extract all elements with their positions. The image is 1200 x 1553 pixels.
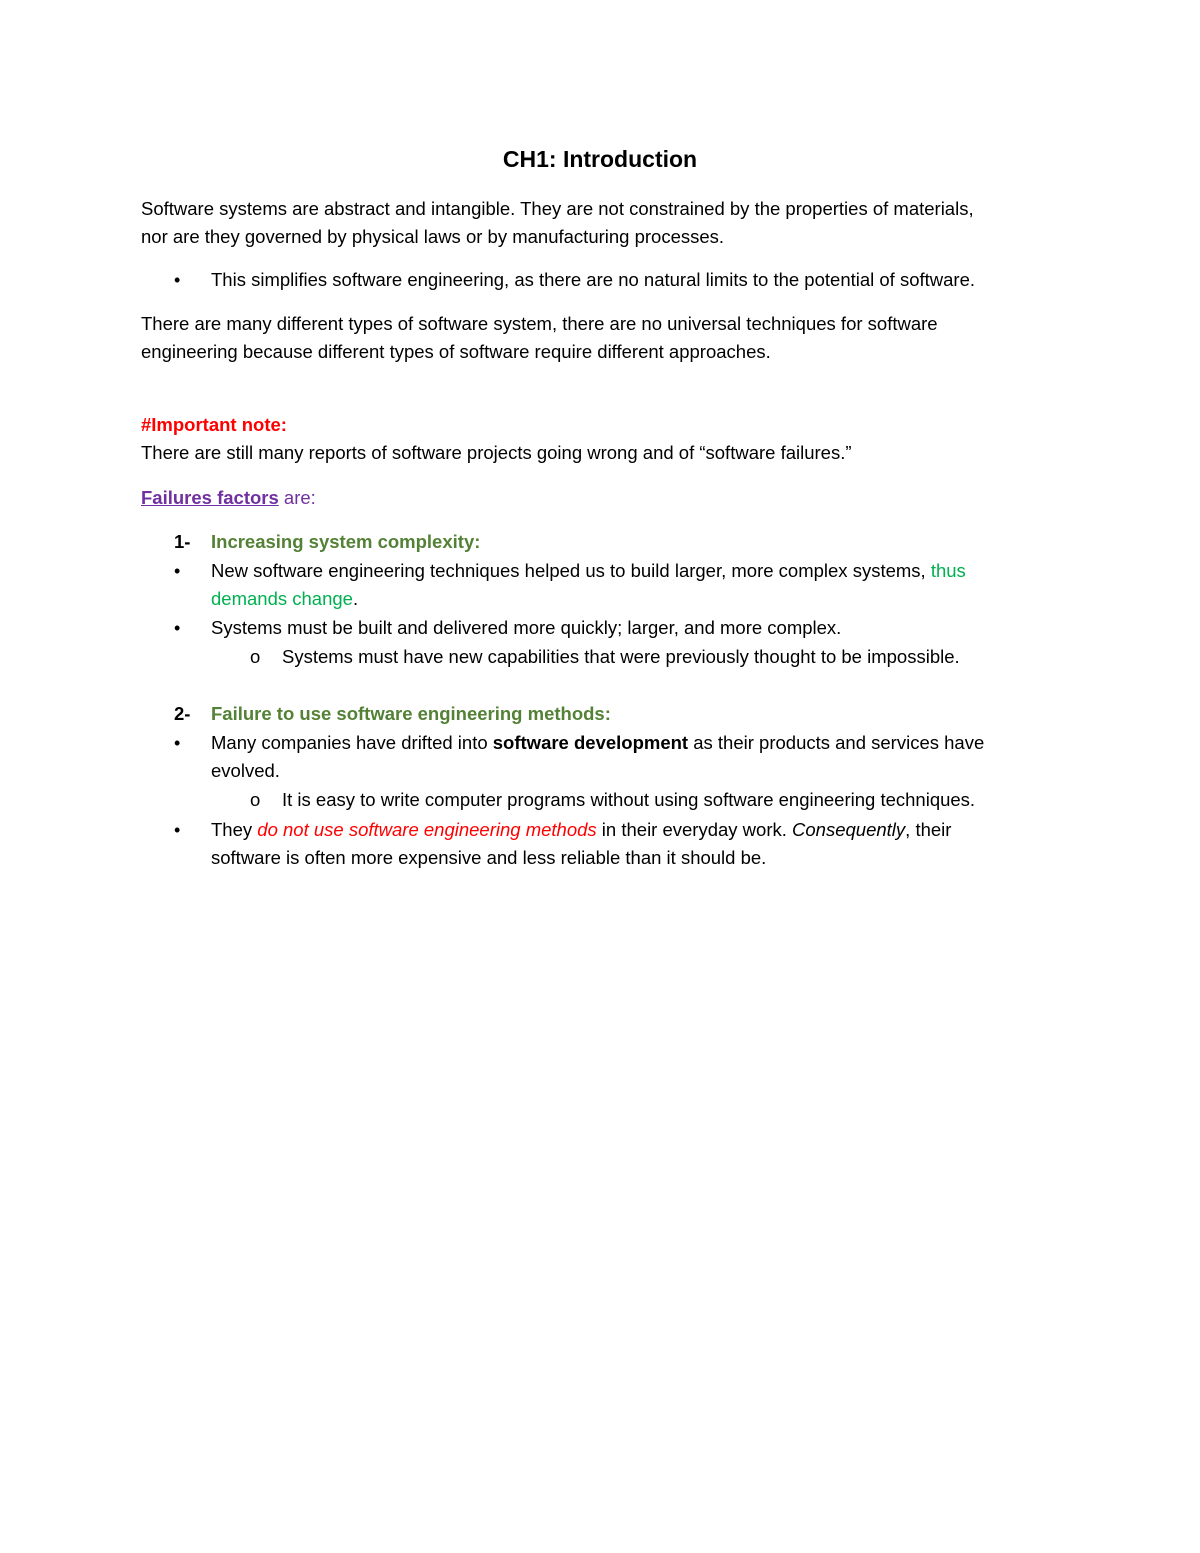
intro-line-1: Software systems are abstract and intangible. They are not constrained by the properties of materials, [141, 198, 974, 219]
bullet-simplifies: This simplifies software engineering, as there are no natural limits to the potential of software. [211, 269, 976, 290]
section-1-bullet-1-line-2 [211, 587, 358, 611]
section-1-bullet-1-text: New software engineering techniques helped us to build larger, more complex systems, [211, 560, 931, 581]
bullet-icon: • [174, 561, 181, 581]
section-2-heading: Failure to use software engineering methods: [211, 703, 611, 724]
section-2-bullet-2-text-3: , their [905, 819, 952, 840]
types-line-2: engineering because different types of software require different approaches. [141, 341, 771, 362]
section-2-number: 2- [174, 703, 191, 724]
important-note-text: There are still many reports of software projects going wrong and of “software failures.” [141, 442, 852, 463]
bullet-icon: • [174, 733, 181, 753]
section-2-bullet-1-text-2: as their products and services have [688, 732, 985, 753]
important-note-heading: #Important note: [141, 414, 287, 435]
section-1-bullet-1-green-text-2: demands change [211, 588, 353, 609]
section-2-bullet-1-line-1 [211, 731, 984, 755]
section-1-bullet-2: Systems must be built and delivered more quickly; larger, and more complex. [211, 617, 842, 638]
failures-factors-suffix: are: [278, 487, 316, 508]
bullet-icon: • [174, 820, 181, 840]
intro-line-2: nor are they governed by physical laws or by manufacturing processes. [141, 226, 725, 247]
section-2-bullet-2-line-2: software is often more expensive and less reliable than it should be. [211, 847, 767, 868]
section-2-bullet-1-text: Many companies have drifted into [211, 732, 493, 753]
bullet-icon: • [174, 270, 181, 290]
section-1-bullet-1-end: . [352, 588, 359, 609]
section-2-bullet-1-line-2: evolved. [211, 760, 280, 781]
section-2-bullet-2-text-2: in their everyday work. [596, 819, 793, 840]
bullet-icon: • [174, 618, 181, 638]
types-line-1: There are many different types of software system, there are no universal techniques for software [141, 313, 938, 334]
section-2-bullet-2-red: do not use software engineering methods [257, 819, 597, 840]
section-2-bullet-2-line-1 [211, 818, 951, 842]
failures-factors-label: Failures factors [141, 487, 279, 508]
section-1-number: 1- [174, 531, 191, 552]
failures-factors-heading [141, 486, 316, 510]
section-1-heading: Increasing system complexity: [211, 531, 481, 552]
sub-bullet-icon: o [250, 789, 261, 810]
section-1-sub-bullet-1: Systems must have new capabilities that were previously thought to be impossible. [282, 646, 960, 667]
section-2-bullet-1-bold: software development [492, 732, 689, 753]
section-2-bullet-2-text: They [211, 819, 258, 840]
section-2-sub-bullet-1: It is easy to write computer programs without using software engineering techniques. [282, 789, 976, 810]
section-2-bullet-2-italic: Consequently [792, 819, 906, 840]
page-title: CH1: Introduction [502, 146, 698, 172]
section-1-bullet-1-line-1 [211, 559, 966, 583]
sub-bullet-icon: o [250, 646, 261, 667]
section-1-bullet-1-green-text: thus [930, 560, 966, 581]
